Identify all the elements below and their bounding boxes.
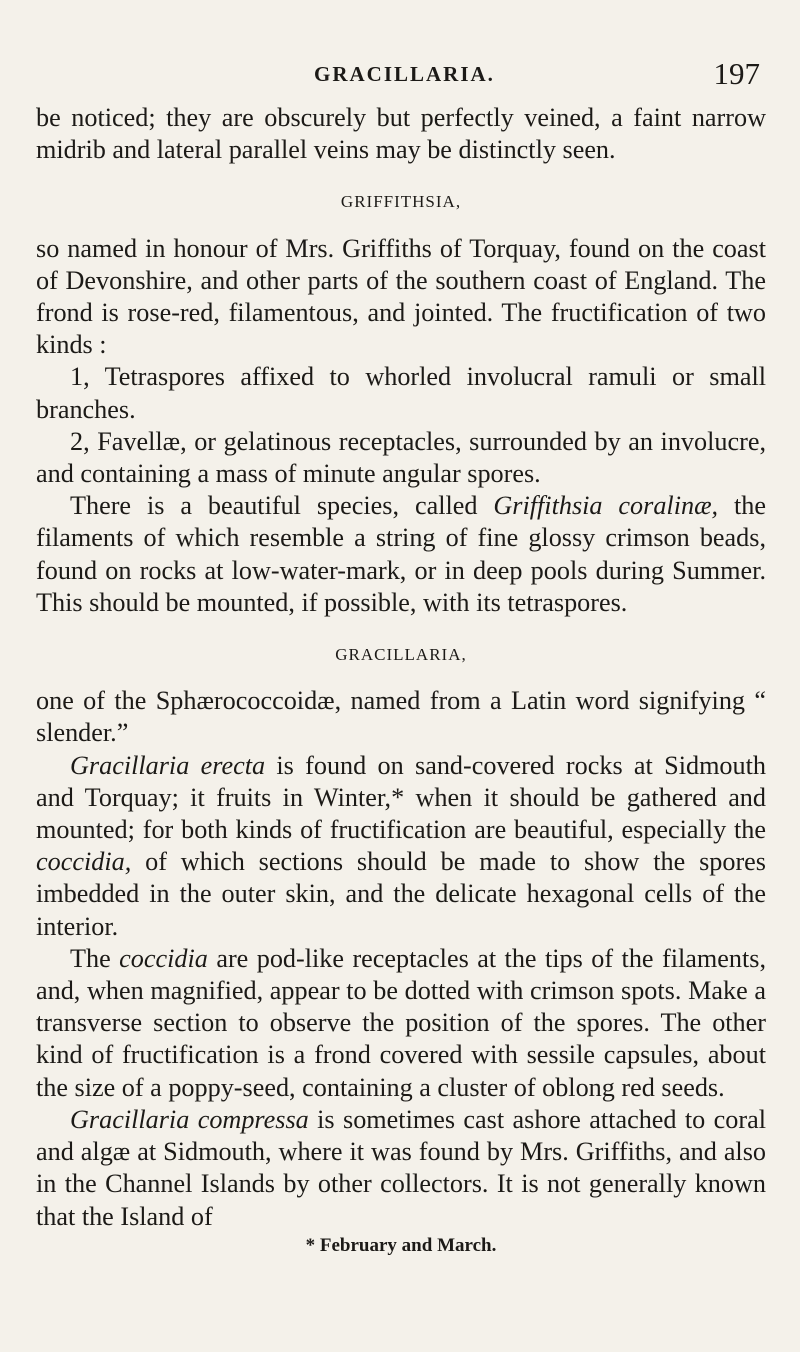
term-coccidia: coccidia bbox=[119, 943, 208, 973]
section-heading-gracillaria: GRACILLARIA, bbox=[335, 645, 467, 665]
text-run: is found on sand-covered rocks at Sidmouth and Torquay; it fruits in Winter,* when it should be gathered and mounted; for both kinds of fructification are beautiful, especially the bbox=[36, 750, 766, 845]
paragraph-griffithsia-intro: so named in honour of Mrs. Griffiths of Torquay, found on the coast of Devonshire, and other parts of the southern coast of England. The frond is rose-red, filamentous, and jointed. The fructification of two kinds : bbox=[36, 233, 766, 360]
paragraph-gracillaria-erecta bbox=[36, 750, 766, 943]
section-heading-griffithsia: GRIFFITHSIA, bbox=[340, 192, 462, 212]
species-name: Gracillaria compressa bbox=[70, 1104, 309, 1134]
species-name: Gracillaria erecta bbox=[70, 750, 266, 780]
footnote: * February and March. bbox=[305, 1234, 497, 1256]
text-run: of which sections should be made to show the spores imbedded in the outer skin, and the delicate hexagonal cells of the interior. bbox=[36, 847, 766, 941]
text-run: is sometimes cast ashore attached to coral and algæ at Sidmouth, where it was found by Mrs. Griffiths, and also in the Channel Islands by other collectors. It is not generally known that the Island of bbox=[36, 1104, 767, 1231]
paragraph-gracillaria-compressa bbox=[36, 1104, 766, 1233]
paragraph-tetraspores: 1, Tetraspores affixed to whorled involucral ramuli or small branches. bbox=[36, 362, 766, 424]
paragraph-continuation: be noticed; they are obscurely but perfectly veined, a faint narrow midrib and lateral parallel veins may be distinctly seen. bbox=[36, 103, 766, 165]
page-number: 197 bbox=[713, 56, 760, 91]
text-run: are pod-like receptacles at the tips of the filaments, and, when magnified, appear to be dotted with crimson spots. Make a transverse section to observe the position of the spores. The other kind of fructification is a frond covered with sessile capsules, about the size of a poppy-seed, containing a cluster of oblong red seeds. bbox=[36, 943, 766, 1102]
species-name: Griffithsia coralinæ, bbox=[493, 491, 719, 521]
term-coccidia: coccidia, bbox=[36, 847, 132, 877]
paragraph-gracillaria-intro: one of the Sphærococcoidæ, named from a Latin word signifying “ slender.” bbox=[36, 686, 766, 748]
paragraph-coccidia bbox=[36, 943, 766, 1104]
text-run: The bbox=[70, 943, 120, 973]
running-title: GRACILLARIA. bbox=[314, 62, 495, 86]
paragraph-griffithsia-species bbox=[36, 490, 766, 619]
text-run: There is a beautiful species, called bbox=[70, 491, 494, 521]
text-run: the filaments of which resemble a string of fine glossy crimson beads, found on rocks at low-water-mark, or in deep pools during Summer. This should be mounted, if possible, with its tetraspores. bbox=[36, 491, 766, 617]
body-text bbox=[36, 102, 766, 1233]
book-page bbox=[36, 56, 767, 1257]
running-head bbox=[36, 56, 766, 102]
paragraph-favellae: 2, Favellæ, or gelatinous receptacles, surrounded by an involucre, and containing a mass of minute angular spores. bbox=[36, 426, 766, 489]
